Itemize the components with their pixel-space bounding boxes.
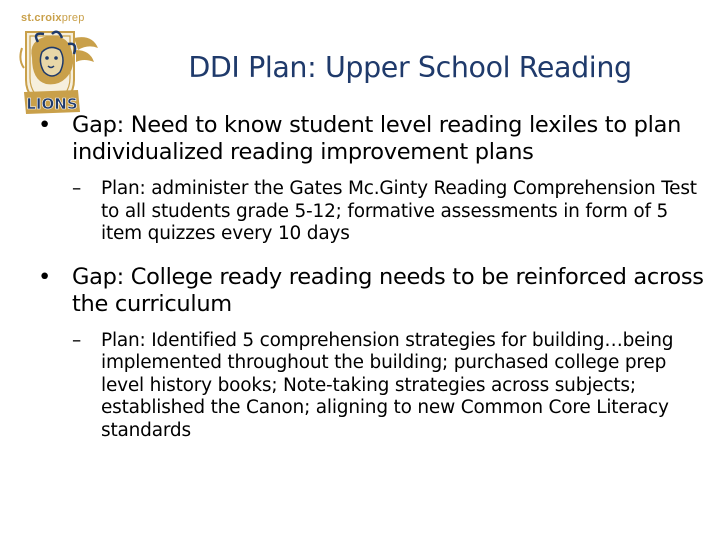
slide-content bbox=[28, 112, 708, 442]
brand-text-part1: st.croix bbox=[21, 12, 62, 24]
bullet-item bbox=[28, 264, 708, 318]
sub-bullet-text: Plan: administer the Gates Mc.Ginty Reading Comprehension Test to all students grade 5-12; formative assessments in form of 5 item quizzes every 10 days bbox=[101, 178, 697, 244]
sub-bullet-item bbox=[28, 330, 708, 443]
logo-word: LIONS bbox=[26, 95, 78, 113]
bullet-marker: • bbox=[38, 112, 51, 138]
sub-bullet-marker: – bbox=[72, 178, 82, 199]
brand-text-part2: prep bbox=[61, 12, 85, 24]
slide-title: DDI Plan: Upper School Reading bbox=[188, 51, 632, 84]
bullet-text: Gap: Need to know student level reading lexiles to plan individualized reading improvement plans bbox=[72, 112, 682, 165]
lion-mascot-logo-icon bbox=[18, 28, 100, 118]
sub-bullet-marker: – bbox=[72, 329, 82, 351]
bullet-text: Gap: College ready reading needs to be reinforced across the curriculum bbox=[72, 263, 704, 317]
sub-bullet-item bbox=[28, 178, 708, 246]
bullet-item bbox=[28, 112, 708, 166]
brand-wordmark bbox=[21, 12, 85, 24]
bullet-marker: • bbox=[38, 263, 51, 290]
sub-bullet-text: Plan: Identified 5 comprehension strategies for building…being implemented throughout the building; purchased college prep level history books; Note-taking strategies across subjects; established the Canon; aligning to new Common Core Literacy standards bbox=[101, 329, 674, 441]
